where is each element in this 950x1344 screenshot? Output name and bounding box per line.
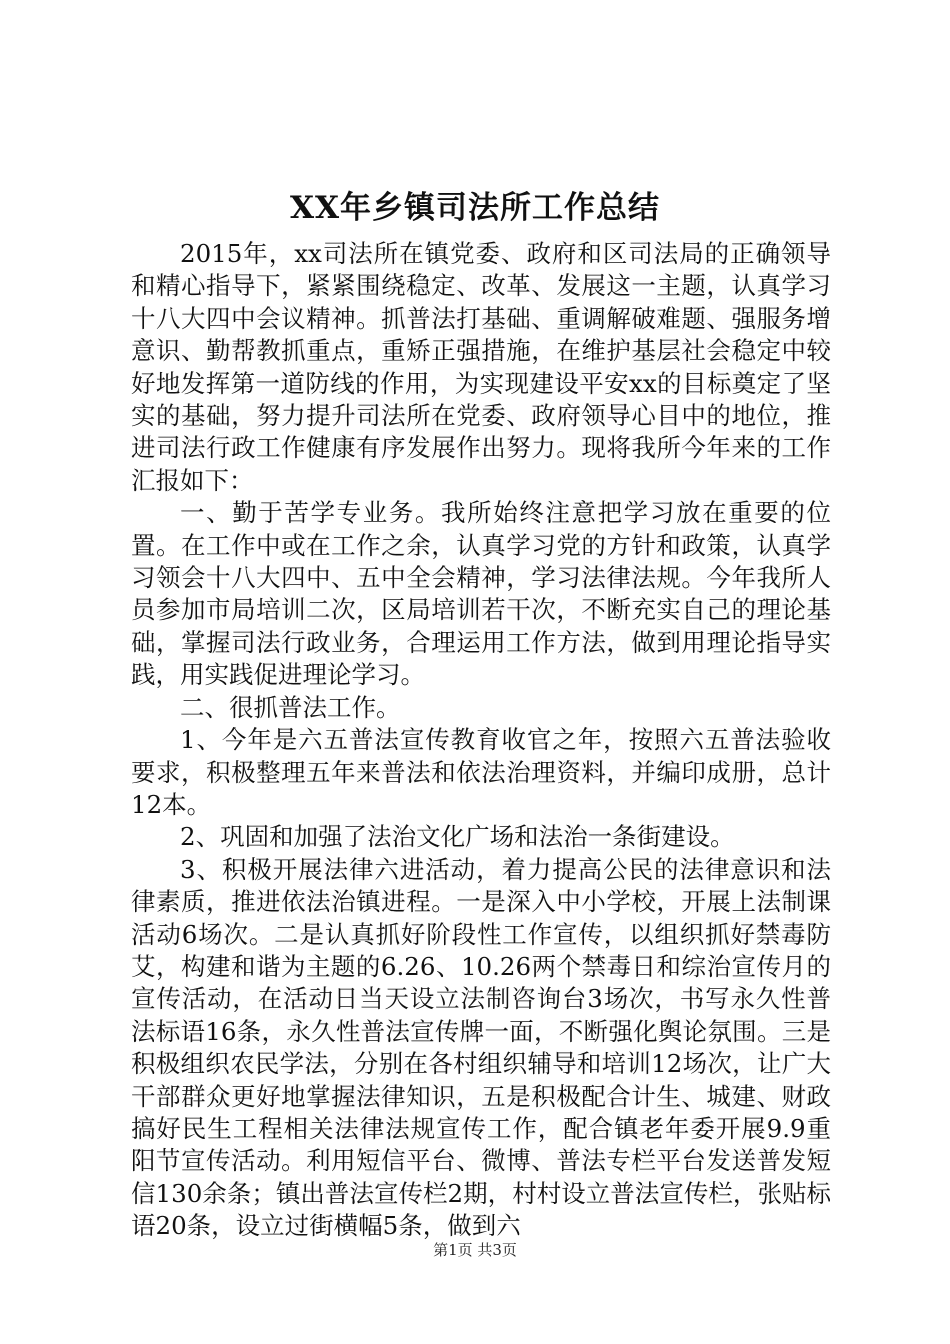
document-body [131,238,831,1243]
document-title: XX年乡镇司法所工作总结 [289,190,661,226]
page-number-footer: 第1页 共3页 [433,1241,517,1259]
paragraph-item-1: 1、今年是六五普法宣传教育收官之年，按照六五普法验收要求，积极整理五年来普法和依法治理资料，并编印成册，总计12本。 [131,725,831,819]
paragraph-intro: 2015年，xx司法所在镇党委、政府和区司法局的正确领导和精心指导下，紧紧围绕稳定、改革、发展这一主题，认真学习十八大四中会议精神。抓普法打基础、重调解破难题、强服务增意识、勤帮教抓重点，重矫正强措施，在维护基层社会稳定中较好地发挥第一道防线的作用，为实现建设平安xx的目标奠定了坚实的基础，努力提升司法所在党委、政府领导心目中的地位，推进司法行政工作健康有序发展作出努力。现将我所今年来的工作汇报如下： [131,239,831,495]
paragraph-item-3: 3、积极开展法律六进活动，着力提高公民的法律意识和法律素质，推进依法治镇进程。一是深入中小学校，开展上法制课活动6场次。二是认真抓好阶段性工作宣传，以组织抓好禁毒防艾，构建和谐为主题的6.26、10.26两个禁毒日和综治宣传月的宣传活动，在活动日当天设立法制咨询台3场次，书写永久性普法标语16条，永久性普法宣传牌一面，不断强化舆论氛围。三是积极组织农民学法，分别在各村组织辅导和培训12场次，让广大干部群众更好地掌握法律知识，五是积极配合计生、城建、财政搞好民生工程相关法律法规宣传工作，配合镇老年委开展9.9重阳节宣传活动。利用短信平台、微博、普法专栏平台发送普发短信130余条；镇出普法宣传栏2期，村村设立普法宣传栏，张贴标语20条，设立过街横幅5条，做到六 [131,854,831,1241]
paragraph-section-1: 一、勤于苦学专业务。我所始终注意把学习放在重要的位置。在工作中或在工作之余，认真学习党的方针和政策，认真学习领会十八大四中、五中全会精神，学习法律法规。今年我所人员参加市局培训二次，区局培训若干次，不断充实自己的理论基础，掌握司法行政业务，合理运用工作方法，做到用理论指导实践，用实践促进理论学习。 [131,498,831,690]
paragraph-section-2-heading: 二、很抓普法工作。 [180,692,401,722]
paragraph-item-2: 2、巩固和加强了法治文化广场和法治一条街建设。 [180,822,735,852]
